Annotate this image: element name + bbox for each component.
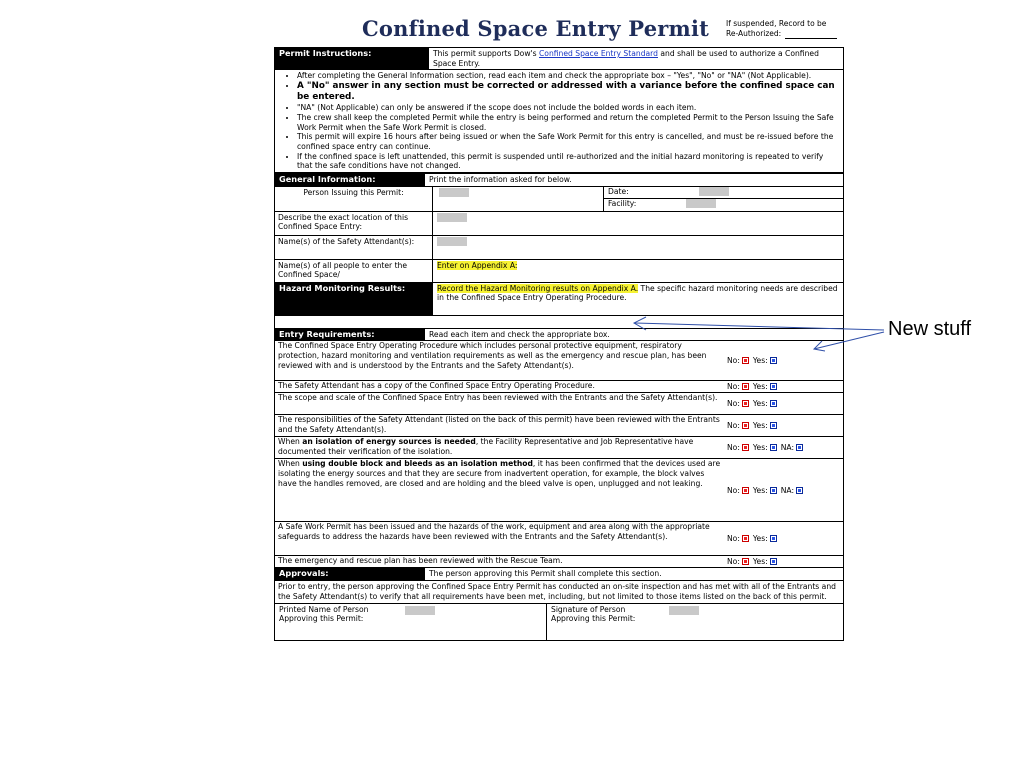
new-stuff-annotation: New stuff bbox=[888, 318, 971, 340]
requirement-text: When using double block and bleeds as an isolation method, it has been confirmed that the devices used are isolating the energy sources and that they are secure from inadvertent operation, for example, the block valves have the handles removed, are closed and are holding and the bleed valve is open, unplugged and not leaking. bbox=[278, 459, 721, 488]
general-label: General Information: bbox=[275, 174, 425, 186]
no-label: No: bbox=[727, 557, 740, 567]
standard-link[interactable]: Confined Space Entry Standard bbox=[539, 49, 658, 58]
location-label: Describe the exact location of this Confined Space Entry: bbox=[275, 212, 433, 235]
requirement-text: The scope and scale of the Confined Space Entry has been reviewed with the Entrants and the Safety Attendant(s). bbox=[278, 393, 718, 403]
facility-label: Facility: bbox=[608, 198, 637, 208]
approvals-label: Approvals: bbox=[275, 568, 425, 580]
requirement-text: The responsibilities of the Safety Attendant (listed on the back of this permit) have been reviewed with the Entrants and the Safety Attendant(s). bbox=[278, 415, 720, 435]
no-label: No: bbox=[727, 534, 740, 544]
instructions-intro: This permit supports Dow's Confined Space Entry Standard and shall be used to authorize a Confined Space Entry. bbox=[433, 49, 819, 68]
arrow-to-hazard bbox=[814, 332, 884, 349]
na-label: NA: bbox=[780, 485, 795, 495]
na-label: NA: bbox=[780, 443, 795, 453]
no-label: No: bbox=[727, 399, 740, 409]
yes-label: Yes: bbox=[752, 356, 768, 366]
requirement-text: A Safe Work Permit has been issued and the hazards of the work, equipment and area along with the appropriate safeguards to address the hazards have been reviewed with the Entrants and the Safety Attendant(s). bbox=[278, 522, 710, 542]
suspended-note: If suspended, Record to be Re-Authorized: bbox=[726, 19, 837, 39]
instruction-item: • A "No" answer in any section must be corrected or addressed with a variance before the confined space can be entered. bbox=[297, 81, 839, 103]
entry-label: Entry Requirements: bbox=[275, 329, 425, 341]
instruction-item: • If the confined space is left unattended, this permit is suspended until re-authorized and the initial hazard monitoring is repeated to verify that the safe conditions have not changed. bbox=[297, 152, 839, 171]
no-label: No: bbox=[727, 443, 740, 453]
instruction-item: • The crew shall keep the completed Permit while the entry is being performed and return the completed Permit to the Person Issuing the Safe Work Permit when the Safe Work Permit is closed. bbox=[297, 113, 839, 132]
instruction-item: • "NA" (Not Applicable) can only be answered if the scope does not include the bolded words in each item. bbox=[297, 103, 839, 113]
no-label: No: bbox=[727, 356, 740, 366]
yes-label: Yes: bbox=[752, 382, 768, 392]
yes-label: Yes: bbox=[752, 534, 768, 544]
requirement-text: When an isolation of energy sources is needed, the Facility Representative and Job Representative have documented their verification of the isolation. bbox=[278, 437, 694, 457]
yes-label: Yes: bbox=[752, 557, 768, 567]
person-issuing-label: Person Issuing this Permit: bbox=[275, 187, 433, 211]
entrants-label: Name(s) of all people to enter the Confined Space/ bbox=[275, 260, 433, 282]
printed-name-label: Printed Name of Person Approving this Permit: bbox=[279, 604, 369, 624]
date-label: Date: bbox=[608, 186, 629, 196]
yes-label: Yes: bbox=[752, 485, 768, 495]
no-label: No: bbox=[727, 485, 740, 495]
hazard-text: Record the Hazard Monitoring results on Appendix A. The specific hazard monitoring needs are described in the Confined Space Entry Operating Procedure. bbox=[437, 283, 838, 303]
arrow-to-appendix bbox=[634, 323, 884, 330]
yes-label: Yes: bbox=[752, 399, 768, 409]
instruction-item: • This permit will expire 16 hours after being issued or when the Safe Work Permit for this entry is cancelled, and must be re-issued before the confined space entry can continue. bbox=[297, 132, 839, 151]
general-text: Print the information asked for below. bbox=[429, 175, 572, 185]
instruction-item: • After completing the General Information section, read each item and check the appropriate box – "Yes", "No" or "NA" (Not Applicable). bbox=[297, 71, 839, 81]
requirement-text: The Confined Space Entry Operating Procedure which includes personal protective equipment, respiratory protection, hazard monitoring and ventilation requirements as well as the emergency and rescue plan, has been reviewed with and is understood by the Entrants and the Safety Attendant(s). bbox=[278, 341, 707, 370]
arrow-head-hazard bbox=[814, 341, 825, 351]
approvals-statement: Prior to entry, the person approving the Confined Space Entry Permit has conducted an on-site inspection and has met with all of the Entrants and the Safety Attendant(s) to verify that all requirements have been met, including, but not limited to those items listed on the back of this permit. bbox=[275, 581, 843, 603]
yes-label: Yes: bbox=[752, 421, 768, 431]
yes-label: Yes: bbox=[752, 443, 768, 453]
appendix-note: Enter on Appendix A: bbox=[437, 260, 518, 270]
signature-label: Signature of Person Approving this Permit: bbox=[551, 604, 636, 624]
requirement-text: The Safety Attendant has a copy of the Confined Space Entry Operating Procedure. bbox=[278, 381, 595, 391]
entry-text: Read each item and check the appropriate box. bbox=[429, 329, 610, 339]
approvals-text: The person approving this Permit shall complete this section. bbox=[429, 569, 662, 579]
hazard-label: Hazard Monitoring Results: bbox=[275, 283, 433, 315]
attendants-label: Name(s) of the Safety Attendant(s): bbox=[275, 236, 433, 259]
no-label: No: bbox=[727, 382, 740, 392]
requirement-text: The emergency and rescue plan has been reviewed with the Rescue Team. bbox=[278, 556, 563, 566]
no-label: No: bbox=[727, 421, 740, 431]
page-title: Confined Space Entry Permit bbox=[362, 16, 710, 41]
instructions-label: Permit Instructions: bbox=[275, 48, 429, 69]
